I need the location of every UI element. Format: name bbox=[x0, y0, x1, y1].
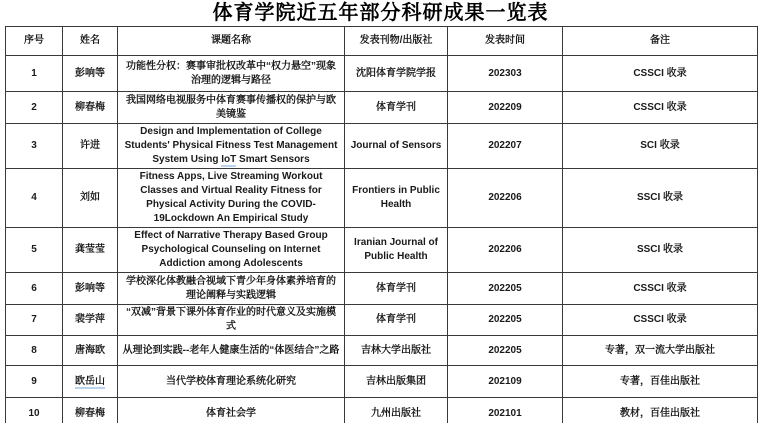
cell-index: 2 bbox=[6, 92, 63, 124]
cell-date: 202109 bbox=[448, 366, 563, 398]
cell-index: 5 bbox=[6, 228, 63, 273]
research-results-table bbox=[5, 26, 758, 423]
col-header-journal: 发表刊物/出版社 bbox=[345, 27, 448, 56]
col-header-title: 课题名称 bbox=[118, 27, 345, 56]
name-underlined-text: 欧岳山 bbox=[75, 375, 105, 387]
title-text: Design and Implementation of College Students' Physical Fitness Test Management System Using bbox=[124, 126, 338, 165]
cell-note: CSSCI 收录 bbox=[563, 56, 758, 92]
cell-note: 专著，双一流大学出版社 bbox=[563, 336, 758, 366]
cell-title bbox=[118, 124, 345, 169]
cell-date: 202206 bbox=[448, 169, 563, 228]
cell-title: Fitness Apps, Live Streaming Workout Classes and Virtual Reality Fitness for Physical Activity During the COVID-19Lockdown An Empirical Study bbox=[118, 169, 345, 228]
cell-title: 从理论到实践--老年人健康生活的“体医结合”之路 bbox=[118, 336, 345, 366]
cell-title: Effect of Narrative Therapy Based Group Psychological Counseling on Internet Addiction among Adolescents bbox=[118, 228, 345, 273]
cell-date: 202206 bbox=[448, 228, 563, 273]
cell-name: 彭响等 bbox=[63, 56, 118, 92]
cell-journal: 九州出版社 bbox=[345, 398, 448, 423]
cell-note: 教材，百佳出版社 bbox=[563, 398, 758, 423]
title-text: Smart Sensors bbox=[236, 154, 310, 165]
cell-title: 功能性分权：赛事审批权改革中“权力悬空”现象治理的逻辑与路径 bbox=[118, 56, 345, 92]
cell-index: 6 bbox=[6, 273, 63, 305]
cell-note: CSSCI 收录 bbox=[563, 273, 758, 305]
cell-journal: 沈阳体育学院学报 bbox=[345, 56, 448, 92]
cell-index: 1 bbox=[6, 56, 63, 92]
cell-date: 202303 bbox=[448, 56, 563, 92]
cell-title: 学校深化体教融合视域下青少年身体素养培育的理论阐释与实践逻辑 bbox=[118, 273, 345, 305]
cell-note: SCI 收录 bbox=[563, 124, 758, 169]
table-row bbox=[6, 169, 758, 228]
table-row bbox=[6, 366, 758, 398]
cell-journal: Frontiers in Public Health bbox=[345, 169, 448, 228]
cell-name: 彭响等 bbox=[63, 273, 118, 305]
cell-date: 202207 bbox=[448, 124, 563, 169]
cell-index: 4 bbox=[6, 169, 63, 228]
cell-journal: 吉林出版集团 bbox=[345, 366, 448, 398]
cell-note: SSCI 收录 bbox=[563, 228, 758, 273]
cell-title: “双减”背景下课外体育作业的时代意义及实施模式 bbox=[118, 305, 345, 336]
cell-index: 10 bbox=[6, 398, 63, 423]
cell-journal: Journal of Sensors bbox=[345, 124, 448, 169]
cell-note: CSSCI 收录 bbox=[563, 92, 758, 124]
cell-journal: 体育学刊 bbox=[345, 273, 448, 305]
table-row bbox=[6, 56, 758, 92]
cell-journal: 吉林大学出版社 bbox=[345, 336, 448, 366]
cell-journal: Iranian Journal of Public Health bbox=[345, 228, 448, 273]
cell-date: 202205 bbox=[448, 305, 563, 336]
table-row bbox=[6, 305, 758, 336]
cell-name: 唐海欧 bbox=[63, 336, 118, 366]
table-row bbox=[6, 336, 758, 366]
col-header-name: 姓名 bbox=[63, 27, 118, 56]
cell-date: 202101 bbox=[448, 398, 563, 423]
col-header-index: 序号 bbox=[6, 27, 63, 56]
cell-name: 柳春梅 bbox=[63, 92, 118, 124]
cell-name: 柳春梅 bbox=[63, 398, 118, 423]
cell-name: 裴学萍 bbox=[63, 305, 118, 336]
table-row bbox=[6, 124, 758, 169]
col-header-date: 发表时间 bbox=[448, 27, 563, 56]
cell-name: 刘如 bbox=[63, 169, 118, 228]
cell-index: 3 bbox=[6, 124, 63, 169]
cell-journal: 体育学刊 bbox=[345, 92, 448, 124]
cell-index: 8 bbox=[6, 336, 63, 366]
table-row bbox=[6, 228, 758, 273]
cell-date: 202205 bbox=[448, 273, 563, 305]
col-header-note: 备注 bbox=[563, 27, 758, 56]
table-row bbox=[6, 398, 758, 423]
cell-name: 许进 bbox=[63, 124, 118, 169]
cell-name: 龚莹莹 bbox=[63, 228, 118, 273]
page-title: 体育学院近五年部分科研成果一览表 bbox=[212, 2, 549, 24]
cell-title: 我国网络电视服务中体育赛事传播权的保护与欧美镜鉴 bbox=[118, 92, 345, 124]
iot-underlined-text: IoT bbox=[221, 154, 237, 165]
cell-date: 202209 bbox=[448, 92, 563, 124]
header-row bbox=[6, 27, 758, 56]
cell-name bbox=[63, 366, 118, 398]
cell-note: SSCI 收录 bbox=[563, 169, 758, 228]
table-row bbox=[6, 92, 758, 124]
cell-title: 当代学校体育理论系统化研究 bbox=[118, 366, 345, 398]
cell-index: 7 bbox=[6, 305, 63, 336]
cell-note: 专著，百佳出版社 bbox=[563, 366, 758, 398]
cell-journal: 体育学刊 bbox=[345, 305, 448, 336]
cell-index: 9 bbox=[6, 366, 63, 398]
cell-note: CSSCI 收录 bbox=[563, 305, 758, 336]
table-row bbox=[6, 273, 758, 305]
cell-title: 体育社会学 bbox=[118, 398, 345, 423]
cell-date: 202205 bbox=[448, 336, 563, 366]
